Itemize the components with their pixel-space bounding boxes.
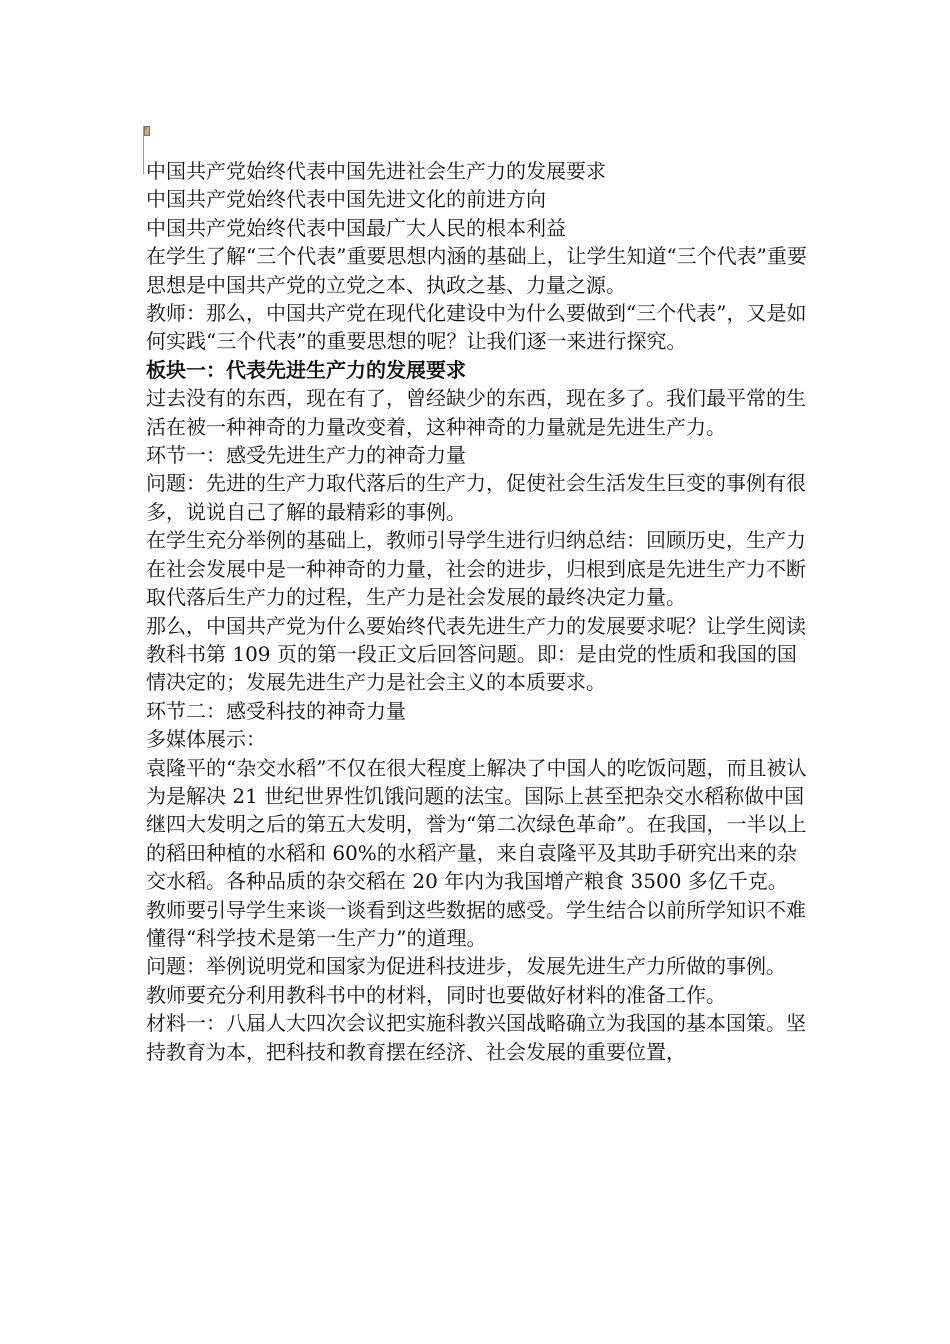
- paragraph: 中国共产党始终代表中国先进社会生产力的发展要求: [146, 159, 606, 183]
- image-placeholder-glyph: [144, 126, 150, 136]
- paragraph: 中国共产党始终代表中国最广大人民的根本利益: [146, 215, 566, 240]
- paragraph: 教师要引导学生来谈一谈看到这些数据的感受。学生结合以前所学知识不难懂得“科学技术是第一生产力”的道理。: [146, 897, 806, 950]
- paragraph: 教师要充分利用教科书中的材料，同时也要做好材料的准备工作。: [146, 982, 726, 1007]
- paragraph: 教师：那么，中国共产党在现代化建设中为什么要做到“三个代表”，又是如何实践“三个代表”的重要思想的呢？让我们逐一来进行探究。: [146, 301, 807, 354]
- paragraph: 材料一：八届人大四次会议把实施科教兴国战略确立为我国的基本国策。坚持教育为本，把科技和教育摆在经济、社会发展的重要位置，: [146, 1011, 806, 1064]
- subsection-heading: 环节二：感受科技的神奇力量: [146, 698, 406, 723]
- paragraph: 在学生了解“三个代表”重要思想内涵的基础上，让学生知道“三个代表”重要思想是中国共产党的立党之本、执政之基、力量之源。: [146, 244, 807, 297]
- paragraph: 那么，中国共产党为什么要始终代表先进生产力的发展要求呢？让学生阅读教科书第 109 页的第一段正文后回答问题。即：是由党的性质和我国的国情决定的；发展先进生产力是社会主义的本质要求。: [146, 613, 806, 695]
- paragraph: 问题：先进的生产力取代落后的生产力，促使社会生活发生巨变的事例有很多，说说自己了解的最精彩的事例。: [146, 471, 806, 524]
- paragraph: 问题：举例说明党和国家为促进科技进步，发展先进生产力所做的事例。: [146, 954, 786, 979]
- section-heading: 板块一：代表先进生产力的发展要求: [146, 357, 466, 382]
- paragraph: 在学生充分举例的基础上，教师引导学生进行归纳总结：回顾历史，生产力在社会发展中是一种神奇的力量，社会的进步，归根到底是先进生产力不断取代落后生产力的过程，生产力是社会发展的最终决定力量。: [146, 528, 806, 610]
- subsection-heading: 环节一：感受先进生产力的神奇力量: [146, 443, 466, 468]
- paragraph: 中国共产党始终代表中国先进文化的前进方向: [146, 187, 546, 212]
- paragraph: 过去没有的东西，现在有了，曾经缺少的东西，现在多了。我们最平常的生活在被一种神奇的力量改变着，这种神奇的力量就是先进生产力。: [146, 386, 806, 439]
- paragraph: 袁隆平的“杂交水稻”不仅在很大程度上解决了中国人的吃饭问题，而且被认为是解决 21 世纪世界性饥饿问题的法宝。国际上甚至把杂交水稻称做中国继四大发明之后的第五大发明，誉为“第二次绿色革命”。在我国，一半以上的稻田种植的水稻和 60%的水稻产量，来自袁隆平及其助手研究出来的杂交水稻。各种品质的杂交稻在 20 年内为我国增产粮食 3500 多亿千克。: [146, 755, 807, 894]
- paragraph: 多媒体展示：: [146, 727, 266, 752]
- document-body: [146, 157, 816, 1066]
